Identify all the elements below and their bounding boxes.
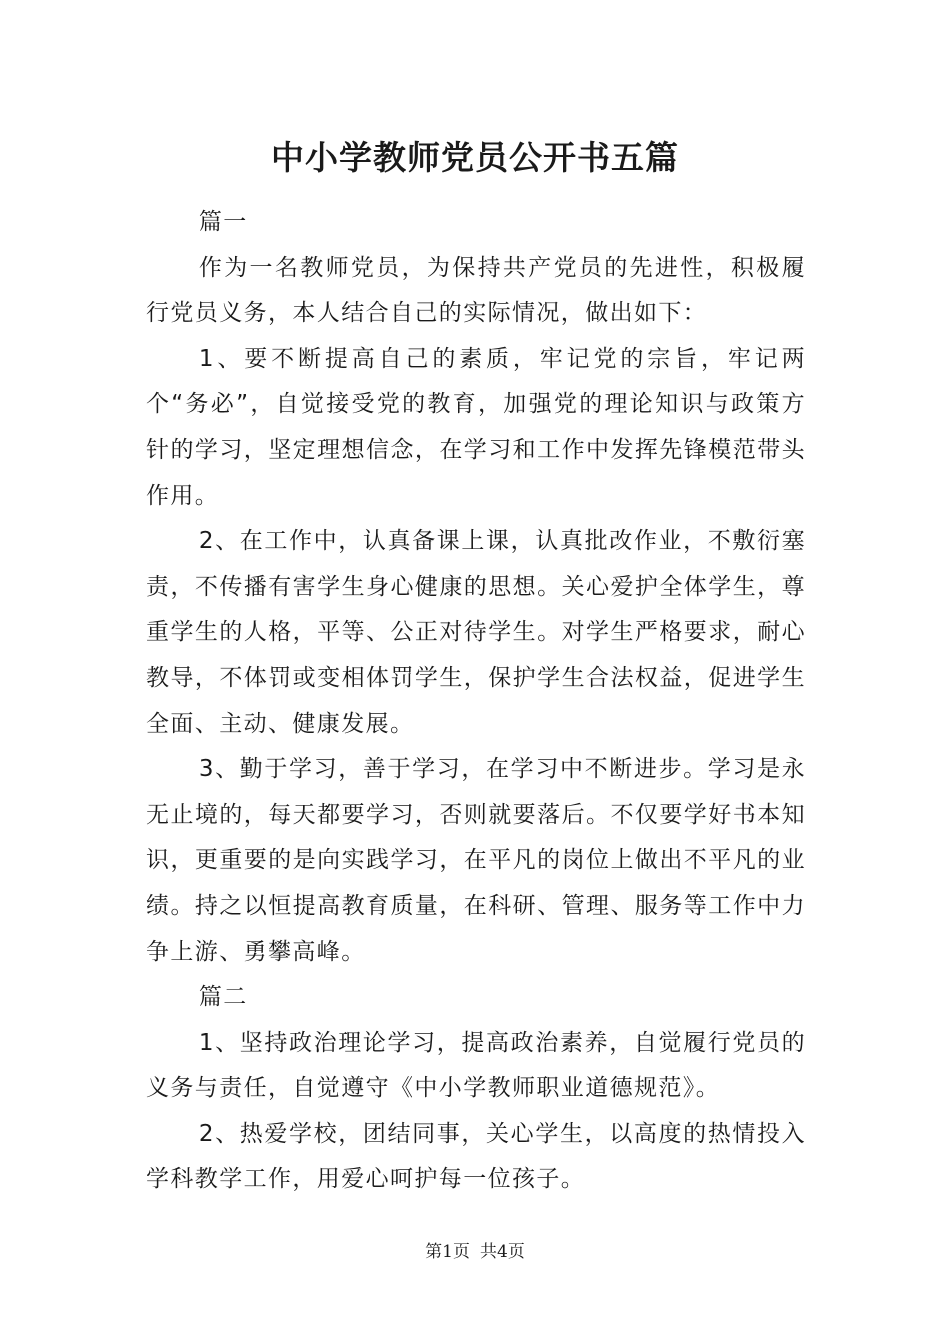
paragraph-part2-item-2: 2、热爱学校，团结同事，关心学生，以高度的热情投入学科教学工作，用爱心呵护每一位孩子。 (146, 1120, 806, 1193)
paragraph-part2-item-1: 1、坚持政治理论学习，提高政治素养，自觉履行党员的义务与责任，自觉遵守《中小学教师职业道德规范》。 (146, 1029, 806, 1102)
paragraph-item-2: 2、在工作中，认真备课上课，认真批改作业，不敷衍塞责，不传播有害学生身心健康的思想。关心爱护全体学生，尊重学生的人格，平等、公正对待学生。对学生严格要求，耐心教导，不体罚或变相体罚学生，保护学生合法权益，促进学生全面、主动、健康发展。 (146, 528, 806, 737)
document-title: 中小学教师党员公开书五篇 (271, 138, 679, 177)
document-body (146, 200, 806, 1203)
section-heading-1: 篇一 (198, 209, 248, 235)
paragraph-intro: 作为一名教师党员，为保持共产党员的先进性，积极履行党员义务，本人结合自己的实际情况，做出如下： (146, 254, 806, 327)
page-footer (0, 1240, 950, 1264)
paragraph-item-3: 3、勤于学习，善于学习，在学习中不断进步。学习是永无止境的，每天都要学习，否则就要落后。不仅要学好书本知识，更重要的是向实践学习，在平凡的岗位上做出不平凡的业绩。持之以恒提高教育质量，在科研、管理、服务等工作中力争上游、勇攀高峰。 (146, 756, 806, 965)
page-number: 第1页 (425, 1242, 470, 1262)
paragraph-item-1: 1、要不断提高自己的素质，牢记党的宗旨，牢记两个“务必”，自觉接受党的教育，加强党的理论知识与政策方针的学习，坚定理想信念，在学习和工作中发挥先锋模范带头作用。 (146, 345, 806, 509)
page-total: 共4页 (480, 1242, 525, 1262)
section-heading-2: 篇二 (198, 984, 248, 1011)
